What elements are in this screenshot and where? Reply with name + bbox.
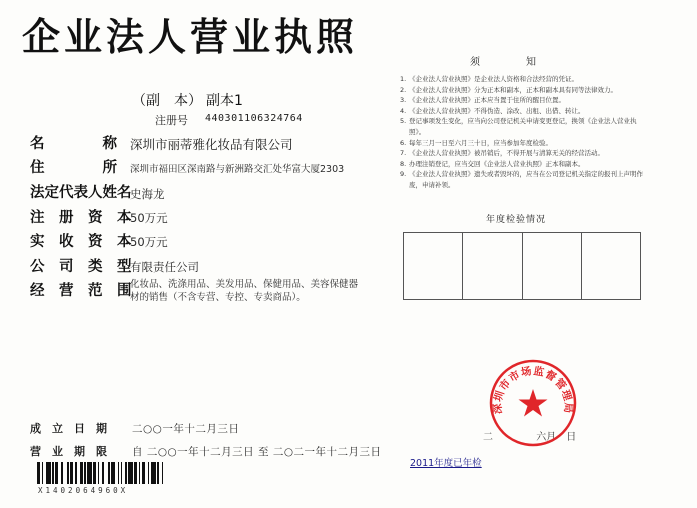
- field-value-paid-capital: 50万元: [130, 235, 168, 249]
- barcode-bar: [163, 462, 165, 484]
- notice-item-number: 8.: [400, 159, 407, 168]
- field-label-term: 营 业 期 限: [30, 445, 107, 458]
- notice-item-text: 《企业法人营业执照》是企业法人资格和合法经营的凭证。: [409, 75, 578, 83]
- copy-label: （副 本）: [132, 93, 202, 109]
- notice-item-number: 9.: [400, 170, 407, 179]
- notice-item: [400, 138, 650, 149]
- notice-item-text: 《企业法人营业执照》正本应当置于住所的醒目位置。: [409, 96, 565, 105]
- registration-number-label: 注册号: [155, 114, 188, 127]
- notice-item-number: 3.: [400, 96, 407, 105]
- notice-item-number: 7.: [400, 149, 407, 158]
- field-value-business-scope: 化妆品、洗涤用品、美发用品、保健用品、美容保健器材的销售（不含专营、专控、专卖商品）。: [130, 279, 359, 303]
- notice-item-number: 6.: [400, 138, 407, 147]
- field-value-legal-rep: 史海龙: [130, 187, 165, 201]
- field-value-term: 自 二○○一年十二月三日 至 二○二一年十二月三日: [132, 446, 382, 458]
- field-value-name: 深圳市丽蒂雅化妆品有限公司: [130, 137, 293, 152]
- annual-inspection-cell: [463, 233, 522, 299]
- notice-item-text: 办理注销登记，应当交回《企业法人营业执照》正本和副本。: [409, 159, 585, 168]
- notice-item-number: 4.: [400, 106, 407, 115]
- document-title: 企业法人营业执照: [22, 14, 359, 59]
- notice-item: [400, 85, 650, 96]
- issue-date-month: 六月: [536, 432, 557, 443]
- annual-inspection-cell: [523, 233, 582, 299]
- notice-item-text: 登记事项发生变化，应当向公司登记机关申请变更登记，换领《企业法人营业执照》。: [409, 117, 637, 136]
- field-label-address: 住 所: [30, 160, 117, 176]
- annual-inspection-grid: [403, 232, 641, 300]
- barcode: [37, 462, 165, 484]
- official-stamp: [488, 358, 578, 448]
- stamp-star-icon: [519, 389, 548, 417]
- annual-inspection-title: 年度检验情况: [486, 215, 547, 225]
- notice-item-text: 《企业法人营业执照》遗失或者毁坏的，应当在公司登记机关指定的报刊上声明作废，申请补领。: [409, 170, 643, 189]
- notice-item-text: 《企业法人营业执照》分为正本和副本，正本和副本具有同等法律效力。: [409, 85, 617, 94]
- notice-item-text: 《企业法人营业执照》不得伪造、涂改、出租、出借、转让。: [409, 106, 585, 115]
- notice-item-number: 1.: [400, 75, 407, 83]
- notice-item-number: 2.: [400, 85, 407, 94]
- issue-date-day: 日: [566, 432, 577, 443]
- stamp-text: 深圳市市场监督管理局: [491, 365, 575, 415]
- copy-indicator: [132, 90, 243, 110]
- field-label-established: 成 立 日 期: [30, 422, 107, 435]
- notice-item: [400, 74, 650, 85]
- field-label-registered-capital: 注 册 资 本: [30, 210, 132, 226]
- notice-title: 须 知: [470, 57, 554, 68]
- notice-item-number: 5.: [400, 117, 407, 126]
- notice-item: [400, 106, 650, 117]
- notice-item: [400, 159, 650, 170]
- annual-inspection-cell: [404, 233, 463, 299]
- annual-inspection-cell: [582, 233, 640, 299]
- field-label-company-type: 公 司 类 型: [30, 259, 132, 275]
- copy-number: 副本1: [206, 93, 243, 109]
- notice-item: [400, 148, 650, 159]
- field-label-name: 名 称: [30, 136, 117, 152]
- field-label-paid-capital: 实 收 资 本: [30, 234, 132, 250]
- notice-item-text: 每年三月一日至六月三十日，应当参加年度检验。: [409, 138, 552, 147]
- field-value-established: 二○○一年十二月三日: [132, 423, 240, 435]
- issue-date-year: 二: [483, 432, 493, 443]
- notice-item: [400, 116, 650, 137]
- registration-number: 440301106324764: [205, 113, 303, 124]
- field-label-legal-rep: 法定代表人姓名: [30, 185, 132, 201]
- field-value-address: 深圳市福田区深南路与新洲路交汇处华富大厦2303: [130, 164, 345, 175]
- field-label-business-scope: 经 营 范 围: [30, 283, 132, 299]
- notice-item: [400, 95, 650, 106]
- field-value-registered-capital: 50万元: [130, 211, 168, 225]
- notice-item: [400, 169, 650, 190]
- notice-item-text: 《企业法人营业执照》被吊销后，不得开展与清算无关的经营活动。: [409, 149, 604, 158]
- barcode-number: X1402064960X: [38, 486, 129, 495]
- annual-inspection-passed-note: 2011年度已年检: [410, 458, 482, 469]
- notice-list: [400, 74, 650, 191]
- field-value-company-type: 有限责任公司: [130, 260, 199, 274]
